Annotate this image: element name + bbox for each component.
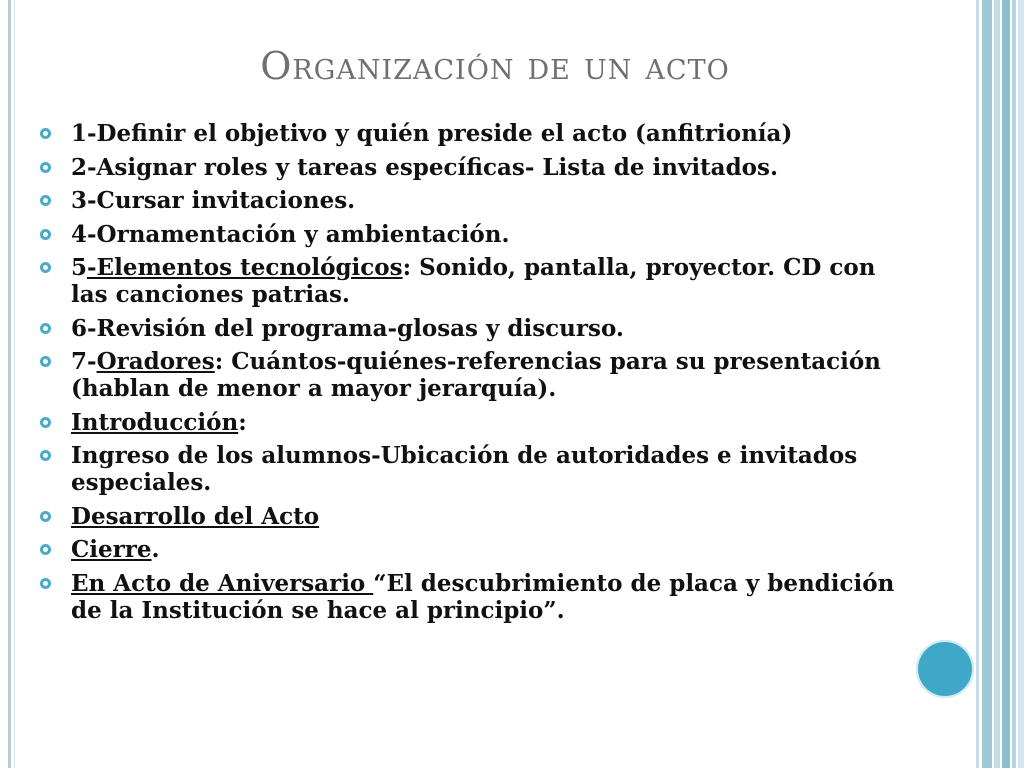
- underlined-term: En Acto de Aniversario: [71, 569, 374, 597]
- list-item: 4-Ornamentación y ambientación.: [40, 221, 910, 248]
- bullet-list: [40, 120, 910, 630]
- list-item: En Acto de Aniversario “El descubrimiento de placa y bendición de la Institución se hace al principio”.: [40, 570, 910, 624]
- bullet-circle-icon: [40, 262, 51, 273]
- left-edge-line: [8, 0, 11, 768]
- underlined-term: Introducción: [71, 408, 239, 436]
- list-item: Introducción:: [40, 409, 910, 436]
- slide-title: Organización de un acto: [260, 44, 730, 88]
- bullet-circle-icon: [40, 578, 51, 589]
- underlined-term: -Elementos tecnológicos: [87, 254, 403, 281]
- underlined-term: Desarrollo del Acto: [71, 502, 320, 530]
- list-item: Cierre.: [40, 536, 910, 563]
- bullet-circle-icon: [40, 356, 51, 367]
- right-decorative-stripes: [976, 0, 1024, 768]
- bullet-circle-icon: [40, 195, 51, 206]
- bullet-circle-icon: [40, 450, 51, 461]
- underlined-term: Oradores: [96, 348, 215, 375]
- left-edge-thin-line: [14, 0, 15, 768]
- bullet-circle-icon: [40, 229, 51, 240]
- list-item: 6-Revisión del programa-glosas y discurso.: [40, 315, 910, 342]
- list-item: [40, 503, 910, 530]
- bullet-circle-icon: [40, 128, 51, 139]
- list-item: 1-Definir el objetivo y quién preside el acto (anfitrionía): [40, 120, 910, 147]
- bullet-circle-icon: [40, 417, 51, 428]
- list-item: 7-Oradores: Cuántos-quiénes-referencias para su presentación (hablan de menor a mayor jerarquía).: [40, 348, 910, 402]
- bullet-circle-icon: [40, 162, 51, 173]
- list-item: 2-Asignar roles y tareas específicas- Lista de invitados.: [40, 154, 910, 181]
- list-item: Ingreso de los alumnos-Ubicación de autoridades e invitados especiales.: [40, 442, 910, 496]
- underlined-term: Cierre: [71, 536, 152, 563]
- list-item: 5-Elementos tecnológicos: Sonido, pantalla, proyector. CD con las canciones patrias.: [40, 254, 910, 308]
- bullet-circle-icon: [40, 544, 51, 555]
- bullet-circle-icon: [40, 511, 51, 522]
- bullet-circle-icon: [40, 323, 51, 334]
- list-item: 3-Cursar invitaciones.: [40, 187, 910, 214]
- decorative-circle: [916, 640, 974, 698]
